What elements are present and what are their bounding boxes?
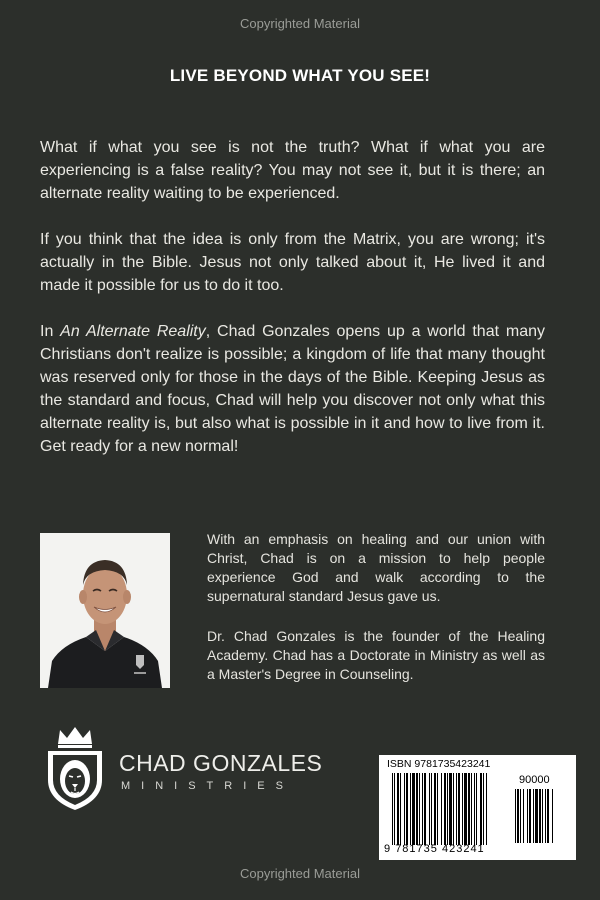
back-cover-title: LIVE BEYOND WHAT YOU SEE! <box>169 66 431 85</box>
author-bio-2: Dr. Chad Gonzales is the founder of the Healing Academy. Chad has a Doctorate in Ministry as well as a Master's Degree in Counseling. <box>207 628 545 682</box>
author-bio-1: With an emphasis on healing and our union with Christ, Chad is on a mission to help people experience God and walk according to the supernatural standard Jesus gave us. <box>207 531 545 604</box>
book-title: An Alternate Reality <box>60 323 206 340</box>
barcode-first-digit: 9 <box>384 843 392 855</box>
brand-name: CHAD GONZALES <box>119 750 323 776</box>
price-barcode-bars <box>515 789 563 843</box>
watermark-bottom: Copyrighted Material <box>240 866 360 881</box>
price-code: 90000 <box>519 774 550 786</box>
barcode-group-1: 781735 <box>395 843 438 855</box>
paragraph-prefix: In <box>40 323 61 340</box>
author-photo <box>40 533 170 688</box>
watermark-top: Copyrighted Material <box>240 16 360 31</box>
barcode-digits <box>384 843 485 855</box>
paragraph-rest: , Chad Gonzales opens up a world that many Christians don't realize is possible; a kingdom of life that many thought was reserved only for those in the days of the Bible. Keeping Jesus as the standard and focus, Chad will help you discover not only what this alternate reality is, but also what is possible in it and how to live from it. Get ready for a new normal! <box>40 323 545 455</box>
description-paragraph-2: If you think that the idea is only from the Matrix, you are wrong; it's actually in the Bible. Jesus not only talked about it, He lived it and made it possible for us to do it too. <box>40 231 545 294</box>
barcode-group-2: 423241 <box>441 843 485 855</box>
lion-crest-icon <box>44 724 106 812</box>
barcode-bars <box>392 773 502 845</box>
description-paragraph-1: What if what you see is not the truth? What if what you are experiencing is a false reality? You may not see it, but it is there; an alternate reality waiting to be experienced. <box>40 139 545 202</box>
isbn-barcode <box>379 755 576 860</box>
description-paragraph-3 <box>40 320 545 458</box>
isbn-label: ISBN 9781735423241 <box>387 758 491 770</box>
brand-subtitle: MINISTRIES <box>121 780 294 792</box>
